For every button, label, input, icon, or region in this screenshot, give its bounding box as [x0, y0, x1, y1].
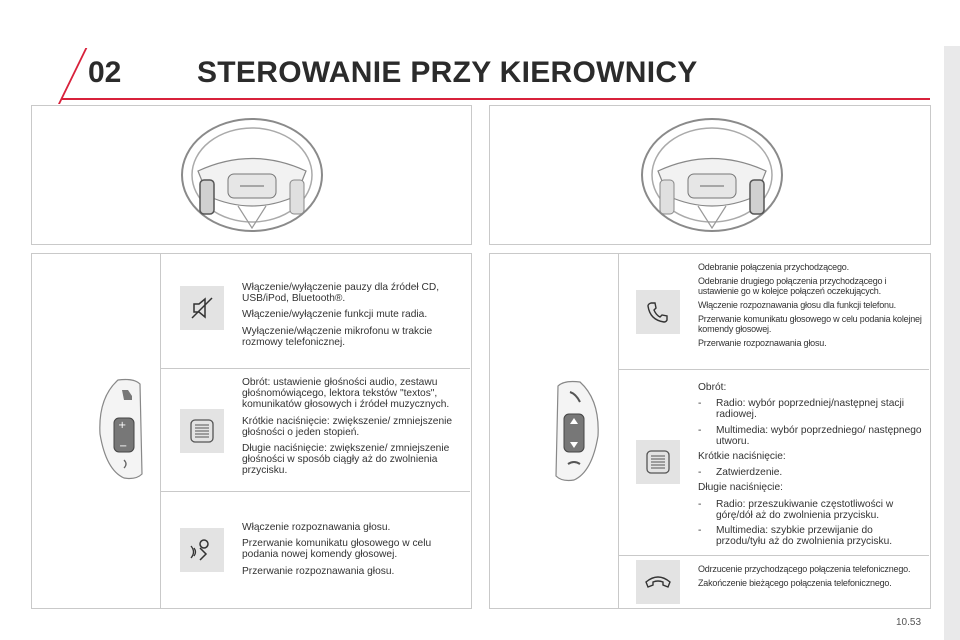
- paragraph: Przerwanie komunikatu głosowego w celu podania nowej komendy głosowej.: [242, 538, 432, 561]
- paragraph: Wyłączenie/włączenie mikrofonu w trakcie rozmowy telefonicznej.: [242, 325, 433, 348]
- page-title: STEROWANIE PRZY KIEROWNICY: [197, 56, 698, 89]
- voice-description: [242, 522, 464, 582]
- left-row-voice: [160, 492, 470, 608]
- paragraph: Odebranie drugiego połączenia przychodzącego i ustawienie go w kolejce połączeń oczekujących.: [698, 276, 887, 296]
- right-control-cluster: [490, 254, 619, 608]
- paragraph: Włączenie rozpoznawania głosu.: [242, 522, 391, 533]
- right-row-answer: [618, 254, 929, 370]
- page-number: 10.53: [896, 617, 922, 628]
- wheel-panel-left: [31, 105, 472, 245]
- paragraph: Zakończenie bieżącego połączenia telefonicznego.: [698, 578, 892, 588]
- left-controls-panel: [31, 253, 472, 609]
- short-press-label: Krótkie naciśnięcie:: [698, 451, 786, 463]
- paragraph: Przerwanie rozpoznawania głosu.: [698, 338, 827, 348]
- paragraph: Przerwanie rozpoznawania głosu.: [242, 565, 395, 577]
- list-item: - Radio: wybór poprzedniej/następnej stacji radiowej.: [698, 398, 905, 421]
- paragraph: Przerwanie komunikatu głosowego w celu podania kolejnej komendy głosowej.: [698, 314, 922, 334]
- list-item: - Multimedia: szybkie przewijanie do przodu/tyłu aż do zwolnienia przycisku.: [698, 525, 893, 548]
- paragraph: Włączenie/wyłączenie funkcji mute radia.: [242, 309, 428, 321]
- phone-hangup-icon: [636, 560, 680, 604]
- rotation-label: Obrót:: [698, 382, 727, 393]
- right-row-wheel: [618, 370, 929, 556]
- left-button-cluster-icon: [84, 374, 158, 484]
- answer-description: [698, 262, 924, 352]
- mute-description: [242, 282, 464, 353]
- paragraph: Odrzucenie przychodzącego połączenia telefonicznego.: [698, 564, 911, 574]
- scroll-wheel-icon: [636, 440, 680, 484]
- list-item: - Zatwierdzenie.: [698, 467, 783, 479]
- mute-speaker-icon: [180, 286, 224, 330]
- long-press-label: Długie naciśnięcie:: [698, 482, 783, 494]
- right-row-hangup: [618, 556, 929, 608]
- wheel-panel-right: [489, 105, 931, 245]
- paragraph: Odebranie połączenia przychodzącego.: [698, 262, 849, 272]
- paragraph: Obrót: ustawienie głośności audio, zestawu głośnomówiącego, lektora tekstów "textos", komunikatów głosowych i źródeł muzycznych.: [242, 377, 450, 411]
- list-item: - Radio: przeszukiwanie częstotliwości w górę/dół aż do zwolnienia przycisku.: [698, 498, 894, 521]
- steering-wheel-left-controls-icon: [178, 116, 326, 234]
- right-button-cluster-icon: [540, 376, 614, 486]
- paragraph: Długie naciśnięcie: zwiększenie/ zmniejszenie głośności w sposób ciągły aż do zwolnienia przycisku.: [242, 443, 450, 477]
- header-accent-line: [58, 48, 87, 104]
- svg-text:−: −: [119, 441, 128, 452]
- paragraph: Włączenie/wyłączenie pauzy dla źródeł CD, USB/iPod, Bluetooth®.: [242, 282, 440, 305]
- header-underline: [62, 98, 930, 100]
- left-control-cluster: [32, 254, 161, 608]
- paragraph: Krótkie naciśnięcie: zwiększenie/ zmniejszenie głośności o jeden stopień.: [242, 415, 453, 438]
- side-margin-bar: [944, 46, 960, 640]
- volume-wheel-description: [242, 377, 464, 482]
- scroll-wheel-icon: [180, 409, 224, 453]
- paragraph: Włączenie rozpoznawania głosu dla funkcji telefonu.: [698, 300, 896, 310]
- page-header: [62, 48, 930, 98]
- section-number: 02: [88, 56, 122, 89]
- phone-answer-icon: [636, 290, 680, 334]
- voice-recognition-icon: [180, 528, 224, 572]
- right-controls-panel: [489, 253, 931, 609]
- list-item: - Multimedia: wybór poprzedniego/ następnego utworu.: [698, 424, 922, 447]
- steering-wheel-right-controls-icon: [638, 116, 786, 234]
- left-row-mute: [160, 254, 470, 369]
- left-row-volume-wheel: [160, 369, 470, 492]
- hangup-description: [698, 564, 924, 592]
- wheel-description: [698, 382, 924, 551]
- svg-text:+: +: [118, 420, 127, 431]
